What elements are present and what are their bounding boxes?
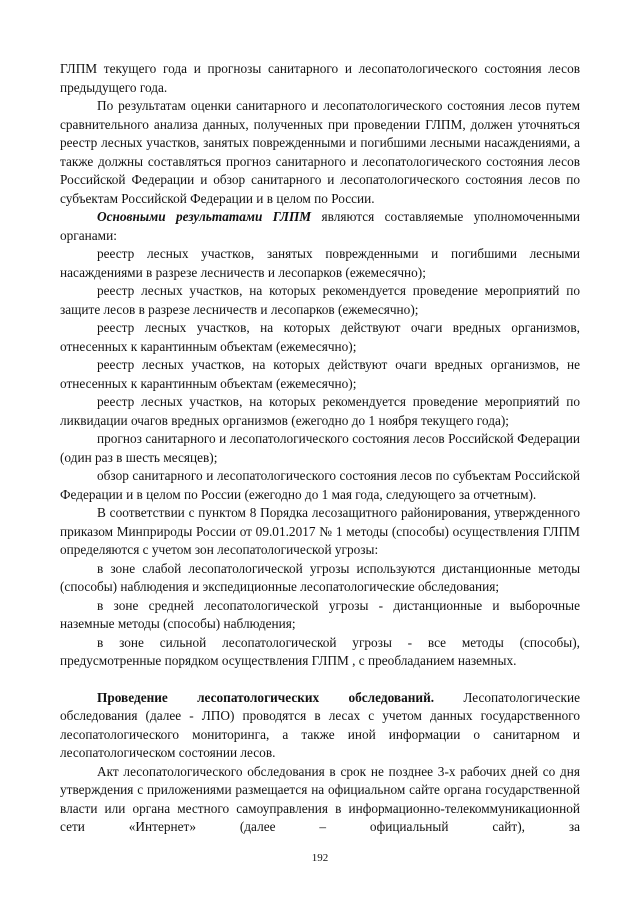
paragraph-gap <box>60 671 580 689</box>
list-item-strong-threat: в зоне сильной лесопатологической угрозы - все методы (способы), предусмотренные порядком осуществления ГЛПМ , с преобладанием наземных. <box>60 634 580 668</box>
page-body <box>60 60 580 837</box>
paragraph-1: ГЛПМ текущего года и прогнозы санитарного и лесопатологического состояния лесов предыдущего года. <box>60 61 580 95</box>
list-item-forecast: прогноз санитарного и лесопатологического состояния лесов Российской Федерации (один раз в шесть месяцев); <box>60 431 580 465</box>
list-item-registry-damaged: реестр лесных участков, занятых поврежденными и погибшими лесными насаждениями в разрезе лесничеств и лесопарков (ежемесячно); <box>60 246 580 280</box>
paragraph-inspections: Проведение лесопатологических обследований. Лесопатологические обследования (далее - ЛПО) проводятся в лесах с учетом данных государственного лесопатологического мониторинга, а также иной информации о санитарном и лесопатологическом состоянии лесов. <box>60 689 580 760</box>
paragraph-2: По результатам оценки санитарного и лесопатологического состояния лесов путем сравнительного анализа данных, полученных при проведении ГЛПМ, должен уточняться реестр лесных участков, занятых поврежденными и погибшими лесными насаждениями, а также должны составляться прогноз санитарного и лесопатологического состояния лесов Российской Федерации и обзор санитарного и лесопатологического состояния лесов по субъектам Российской Федерации и в целом по России. <box>60 98 580 206</box>
list-item-registry-protection: реестр лесных участков, на которых рекомендуется проведение мероприятий по защите лесов в разрезе лесничеств и лесопарков (ежемесячно); <box>60 283 580 317</box>
main-results-heading: Основными результатами ГЛПМ <box>97 209 312 224</box>
list-item-weak-threat: в зоне слабой лесопатологической угрозы используются дистанционные методы (способы) наблюдения и экспедиционные лесопатологические обследования; <box>60 560 580 594</box>
paragraph-zoning: В соответствии с пунктом 8 Порядка лесозащитного районирования, утвержденного приказом Минприроды России от 09.01.2017 № 1 методы (способы) осуществления ГЛПМ определяются с учетом зон лесопатологической угрозы: <box>60 505 580 557</box>
inspections-heading: Проведение лесопатологических обследований. <box>97 689 435 705</box>
list-item-registry-non-quarantine: реестр лесных участков, на которых действуют очаги вредных организмов, не отнесенных к карантинным объектам (ежемесячно); <box>60 357 580 391</box>
list-item-review: обзор санитарного и лесопатологического состояния лесов по субъектам Российской Федерации и в целом по России (ежегодно до 1 мая года, следующего за отчетным). <box>60 468 580 502</box>
list-item-medium-threat: в зоне средней лесопатологической угрозы - дистанционные и выборочные наземные методы (способы) наблюдения; <box>60 597 580 631</box>
list-item-registry-quarantine: реестр лесных участков, на которых действуют очаги вредных организмов, отнесенных к карантинным объектам (ежемесячно); <box>60 320 580 354</box>
paragraph-act: Акт лесопатологического обследования в срок не позднее 3-х рабочих дней со дня утверждения с приложениями размещается на официальном сайте органа государственной власти или органа местного самоуправления в информационно-телекоммуникационной сети «Интернет» (далее – официальный сайт), за <box>60 763 580 834</box>
page-number: 192 <box>311 852 329 864</box>
list-item-registry-elimination: реестр лесных участков, на которых рекомендуется проведение мероприятий по ликвидации очагов вредных организмов (ежегодно до 1 ноября текущего года); <box>60 394 580 428</box>
paragraph-main-results: Основными результатами ГЛПМ являются составляемые уполномоченными органами: <box>60 209 580 243</box>
